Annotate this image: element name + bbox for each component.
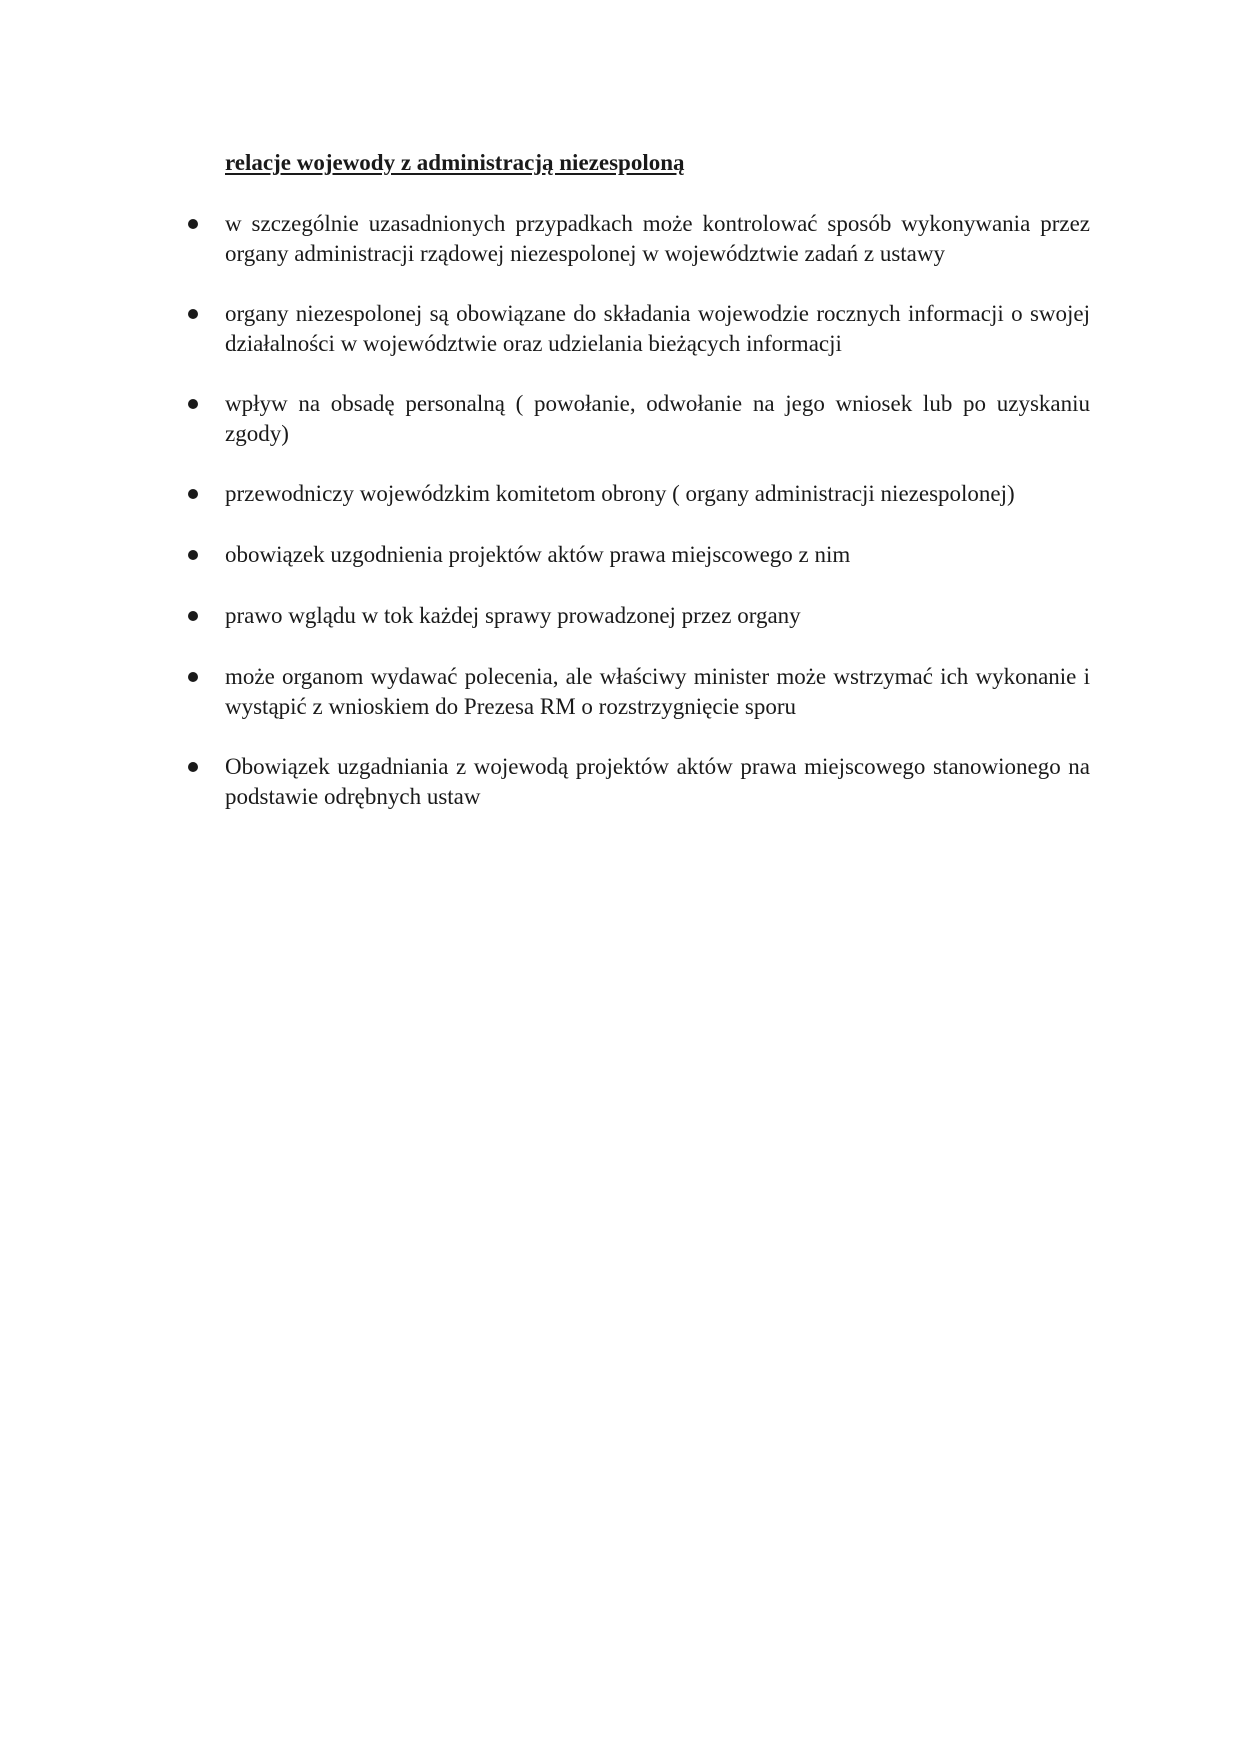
list-item-text: wpływ na obsadę personalną ( powołanie, odwołanie na jego wniosek lub po uzyskaniu zgody) [225, 391, 1090, 446]
list-item-text: może organom wydawać polecenia, ale właściwy minister może wstrzymać ich wykonanie i wystąpić z wnioskiem do Prezesa RM o rozstrzygnięcie sporu [225, 664, 1090, 719]
list-item-text: w szczególnie uzasadnionych przypadkach może kontrolować sposób wykonywania przez organy administracji rządowej niezespolonej w województwie zadań z ustawy [225, 211, 1090, 266]
bullet-icon [188, 762, 198, 772]
bullet-icon [188, 219, 198, 229]
document-title: relacje wojewody z administracją niezespoloną [225, 150, 685, 175]
list-item-text: Obowiązek uzgadniania z wojewodą projektów aktów prawa miejscowego stanowionego na podstawie odrębnych ustaw [225, 754, 1090, 809]
list-item-text: przewodniczy wojewódzkim komitetom obrony ( organy administracji niezespolonej) [225, 481, 1015, 506]
list-item-text: prawo wglądu w tok każdej sprawy prowadzonej przez organy [225, 603, 801, 628]
bullet-icon [188, 489, 198, 499]
bullet-icon [188, 672, 198, 682]
bullet-icon [188, 399, 198, 409]
bullet-icon [188, 309, 198, 319]
list-item-text: obowiązek uzgodnienia projektów aktów prawa miejscowego z nim [225, 542, 851, 567]
bullet-icon [188, 550, 198, 560]
bullet-icon [188, 611, 198, 621]
list-item-text: organy niezespolonej są obowiązane do składania wojewodzie rocznych informacji o swojej działalności w województwie oraz udzielania bieżących informacji [225, 301, 1090, 356]
